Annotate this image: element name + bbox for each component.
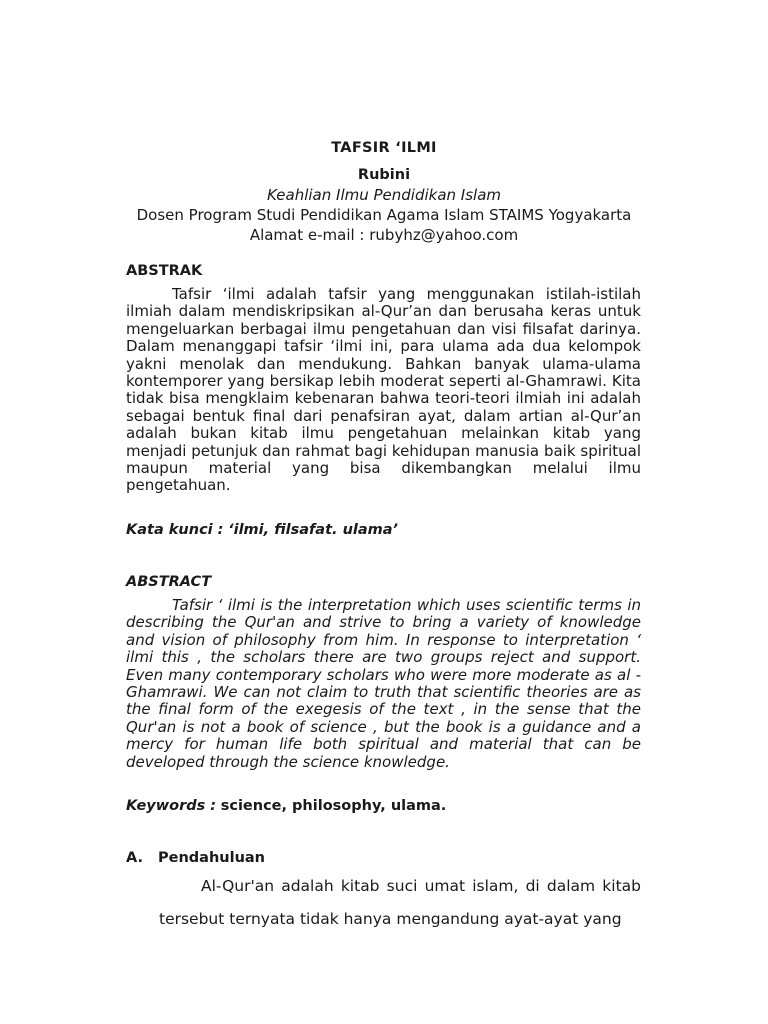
paper-header xyxy=(100,138,668,245)
abstrak-text: Tafsir ‘ilmi adalah tafsir yang menggunakan istilah-istilah ilmiah dalam mendiskripsikan al-Qur’an dan berusaha keras untuk mengeluarkan berbagai ilmu pengetahuan dan visi filsafat darinya. Dalam menanggapi tafsir ‘ilmi ini, para ulama ada dua kelompok yakni menolak dan mendukung. Bahkan banyak ulama-ulama kontemporer yang bersikap lebih moderat seperti al-Ghamrawi. Kita tidak bisa mengklaim kebenaran bahwa teori-teori ilmiah ini adalah sebagai bentuk final dari penafsiran ayat, dalam artian al-Qur’an adalah bukan kitab ilmu pengetahuan melainkan kitab yang menjadi petunjuk dan rahmat bagi kehidupan manusia baik spiritual maupun material yang bisa dikembangkan melalui ilmu pengetahuan. xyxy=(126,285,641,495)
paper-title: TAFSIR ‘ILMI xyxy=(331,140,437,156)
kata-kunci-label: Kata kunci : xyxy=(126,522,224,538)
kata-kunci-values: ‘ilmi, filsafat. ulama’ xyxy=(228,522,399,538)
keywords-label: Keywords : xyxy=(126,798,217,814)
abstrak-heading: ABSTRAK xyxy=(126,263,203,279)
section-number: A. xyxy=(126,850,143,866)
keywords-values: science, philosophy, ulama. xyxy=(220,798,447,814)
section-a-heading xyxy=(126,849,265,867)
author-name: Rubini xyxy=(357,167,411,183)
abstract-heading: ABSTRACT xyxy=(126,574,212,590)
section-title: Pendahuluan xyxy=(158,850,265,866)
keywords-line xyxy=(126,797,446,815)
section-a-text: Al-Qur'an adalah kitab suci umat islam, di dalam kitab tersebut ternyata tidak hanya mengandung ayat-ayat yang xyxy=(159,877,641,928)
abstract-text: Tafsir ‘ ilmi is the interpretation which uses scientific terms in describing the Qur'an and strive to bring a variety of knowledge and vision of philosophy from him. In response to interpretation ‘ ilmi this , the scholars there are two groups reject and support. Even many contemporary scholars who were more moderate as al - Ghamrawi. We can not claim to truth that scientific theories are as the final form of the exegesis of the text , in the sense that the Qur'an is not a book of science , but the book is a guidance and a mercy for human life both spiritual and material that can be developed through the science knowledge. xyxy=(126,596,641,771)
author-expertise: Keahlian Ilmu Pendidikan Islam xyxy=(266,186,502,204)
author-affiliation: Dosen Program Studi Pendidikan Agama Islam STAIMS Yogyakarta xyxy=(136,206,632,224)
author-email: Alamat e-mail : rubyhz@yahoo.com xyxy=(249,226,519,244)
kata-kunci-line xyxy=(126,521,398,539)
